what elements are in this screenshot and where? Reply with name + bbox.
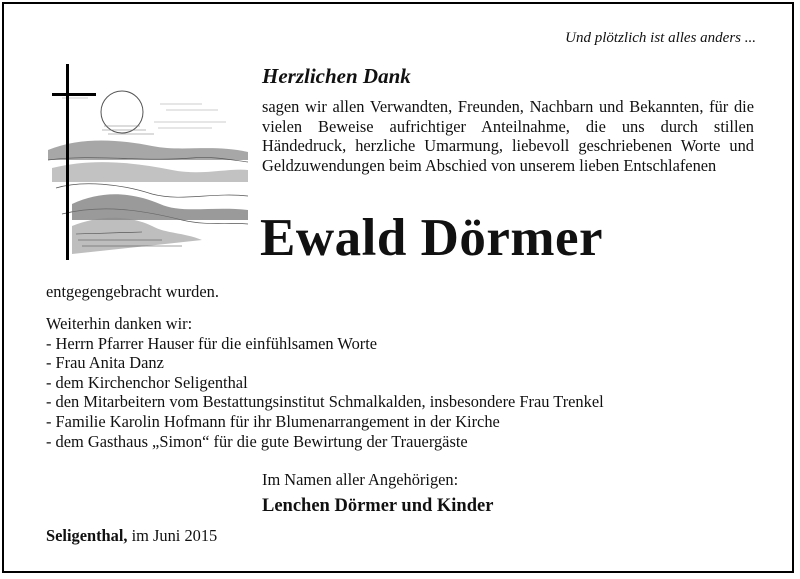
date: im Juni 2015 — [131, 526, 218, 545]
place-date-line — [46, 526, 217, 546]
deceased-name: Ewald Dörmer — [260, 209, 604, 267]
thanks-intro: Weiterhin danken wir: — [46, 314, 193, 333]
list-item: - den Mitarbeitern vom Bestattungsinstitut Schmalkalden, insbesondere Frau Trenkel — [46, 392, 604, 412]
motto-line: Und plötzlich ist alles anders ... — [565, 30, 756, 46]
cross-landscape-icon — [42, 64, 250, 260]
after-name-text: entgegengebracht wurden. — [46, 282, 219, 301]
place: Seligenthal, — [46, 526, 128, 545]
list-item: - dem Gasthaus „Simon“ für die gute Bewirtung der Trauergäste — [46, 431, 468, 451]
list-item: - dem Kirchenchor Seligenthal — [46, 372, 248, 392]
thanks-list — [46, 334, 766, 452]
list-item: - Familie Karolin Hofmann für ihr Blumenarrangement in der Kirche — [46, 411, 500, 431]
list-item: - Herrn Pfarrer Hauser für die einfühlsamen Worte — [46, 333, 378, 353]
signers-line: Lenchen Dörmer und Kinder — [262, 496, 494, 516]
thanks-section — [46, 314, 766, 451]
intro-paragraph: sagen wir allen Verwandten, Freunden, Nachbarn und Bekannten, für die vielen Beweise aufrichtiger Anteilnahme, die uns durch stillen Händedruck, herzliche Umarmung, liebevoll geschriebenen Worte und Geldzuwendungen beim Abschied von unserem lieben Entschlafenen — [262, 97, 754, 175]
thanks-heading: Herzlichen Dank — [262, 64, 411, 88]
on-behalf-line: Im Namen aller Angehörigen: — [262, 470, 459, 489]
list-item: - Frau Anita Danz — [46, 353, 164, 373]
